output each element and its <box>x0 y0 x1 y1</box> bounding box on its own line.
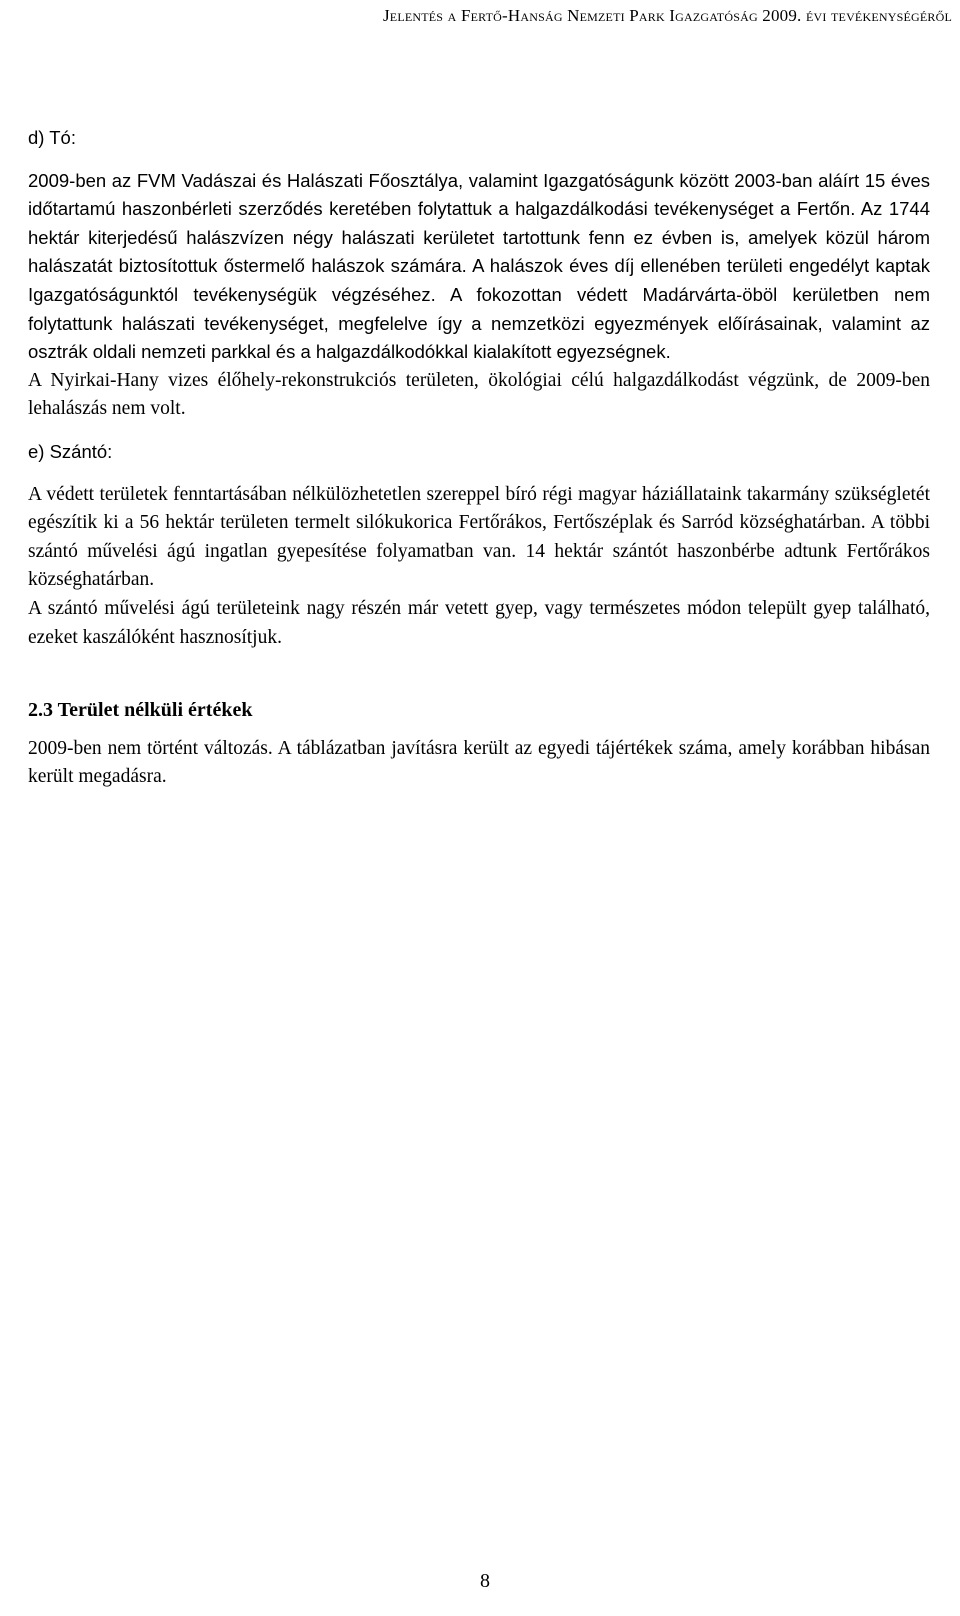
section-e-paragraph-1: A védett területek fenntartásában nélkülözhetetlen szereppel bíró régi magyar háziállataink takarmány szükségletét egészítik ki a 56 hektár területen termelt silókukorica Fertőrákos, Fertőszéplak és Sarród községhatárban. A többi szántó művelési ágú ingatlan gyepesítése folyamatban van. 14 hektár szántót haszonbérbe adtunk Fertőrákos községhatárban. <box>28 483 930 591</box>
section-2-3-paragraph: 2009-ben nem történt változás. A táblázatban javításra került az egyedi tájértékek száma, amely korábban hibásan került megadásra. <box>28 737 930 788</box>
running-header: Jelentés a Fertő-Hanság Nemzeti Park Igazgatóság 2009. évi tevékenységéről <box>382 6 952 25</box>
page-number: 8 <box>480 1570 490 1592</box>
section-d-paragraph-1: 2009-ben az FVM Vadászai és Halászati Főosztálya, valamint Igazgatóságunk között 2003-ban aláírt 15 éves időtartamú haszonbérleti szerződés keretében folytattuk a halgazdálkodási tevékenységet a Fertőn. Az 1744 hektár kiterjedésű halászvízen négy halászati kerületet tartottunk fenn ez évben is, amelyek közül három halászatát biztosítottuk őstermelő halászok számára. A halászok éves díj ellenében területi engedélyt kaptak Igazgatóságunktól tevékenységük végzéséhez. A fokozottan védett Madárvárta-öböl kerületben nem folytattunk halászati tevékenységet, megfelelve így a nemzetközi egyezmények előírásainak, valamint az osztrák oldali nemzeti parkkal és a halgazdálkodókkal kialakított egyezségnek. <box>28 169 930 363</box>
section-d-heading: d) Tó: <box>28 127 76 148</box>
section-2-3-heading: 2.3 Terület nélküli értékek <box>28 699 253 722</box>
section-e-heading: e) Szántó: <box>28 440 113 462</box>
section-d-paragraph-2: A Nyirkai-Hany vizes élőhely-rekonstrukciós területen, ökológiai célú halgazdálkodást végzünk, de 2009-ben lehalászás nem volt. <box>28 369 930 420</box>
document-body <box>28 124 930 792</box>
section-e-paragraph-2: A szántó művelési ágú területeink nagy részén már vetett gyep, vagy természetes módon települt gyep található, ezeket kaszálóként hasznosítjuk. <box>28 597 930 648</box>
